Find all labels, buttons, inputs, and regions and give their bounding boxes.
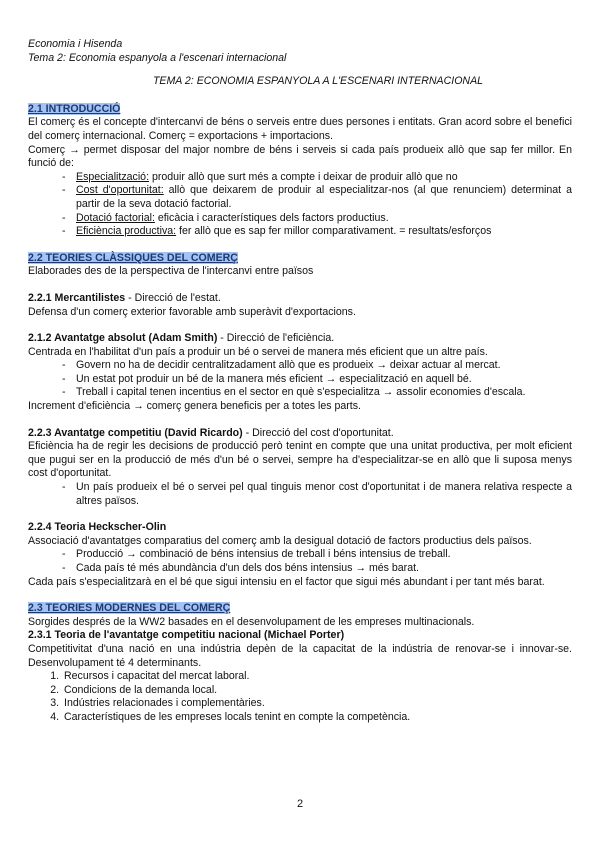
s221-paragraph: Defensa d'un comerç exterior favorable amb superàvit d'exportacions. [28,305,356,318]
list-item: 1. Recursos i capacitat del mercat laboral. [62,670,572,684]
s212-paragraph: Centrada en l'habilitat d'un país a produir un bé o servei de manera més eficient que un altre país. [28,345,488,358]
s224-title-line [28,521,572,535]
s212-title-line [28,332,572,346]
list-item [62,225,572,239]
s224-title: 2.2.4 Teoria Heckscher-Olin [28,521,167,534]
s224-after: Cada país s'especialitzarà en el bé que sigui intensiu en el factor que sigui més abundant i per tant més barat. [28,575,545,588]
list-item: - Producció → combinació de béns intensius de treball i béns intensius de treball. [62,548,572,562]
section-2-3-heading-text: 2.3 TEORIES MODERNES DEL COMERÇ [28,602,231,615]
list-item [62,171,572,185]
section-2-1-heading [28,103,572,117]
s223-title-line [28,427,572,441]
list-item: 3. Indústries relacionades i complementàries. [62,697,572,711]
page-title: TEMA 2: ECONOMIA ESPANYOLA A L'ESCENARI INTERNACIONAL [152,75,484,88]
list-item: - Un país produeix el bé o servei pel qual tinguis menor cost d'oportunitat i de manera relativa respecte a altres països. [62,481,572,508]
section-2-3-heading [28,602,572,616]
s223-list [28,481,572,508]
s21-paragraph-2: Comerç → permet disposar del major nombre de béns i serveis si cada país produeix allò que sap fer millor. En funció de: [28,143,572,170]
s223-title: 2.2.3 Avantatge competitiu (David Ricardo) [28,426,243,439]
list-term: Dotació factorial: [76,211,155,224]
document-page [28,38,572,725]
s212-after: Increment d'eficiència → comerç genera beneficis per a totes les parts. [28,400,361,413]
s223-subtitle: - Direcció del cost d'oportunitat. [242,426,394,439]
header-topic: Tema 2: Economia espanyola a l'escenari internacional [28,51,287,64]
s221-subtitle: - Direcció de l'estat. [125,291,221,304]
s224-paragraph: Associació d'avantatges comparatius del comerç amb la desigual dotació de factors productius dels països. [28,534,532,547]
page-number: 2 [296,798,304,810]
list-item: - Treball i capital tenen incentius en el sector en què s'especialitza → assolir economies d'escala. [62,386,572,400]
s231-title: 2.3.1 Teoria de l'avantatge competitiu nacional (Michael Porter) [28,629,345,642]
s212-title: 2.1.2 Avantatge absolut (Adam Smith) [28,332,218,345]
header-course: Economia i Hisenda [28,38,123,50]
list-item [62,184,572,211]
s212-subtitle: - Direcció de l'eficiència. [217,332,335,345]
list-text: fer allò que es sap fer millor comparativament. = resultats/esforços [176,225,492,238]
s21-paragraph-1: El comerç és el concepte d'intercanvi de béns o serveis entre dues persones i entitats. Gran acord sobre el benefici del comerç internacional. Comerç = exportacions + importacions. [28,116,572,142]
list-text: allò que deixarem de produir al especialitzar-nos (al que renunciem) determinat a partir de la seva dotació factorial. [76,184,572,210]
list-item: 2. Condicions de la demanda local. [62,684,572,698]
s21-list [28,171,572,239]
list-term: Eficiència productiva: [76,225,177,238]
list-text: produir allò que surt més a compte i deixar de produir allò que no [149,170,458,183]
s224-list [28,548,572,575]
list-item: - Govern no ha de decidir centralitzadament allò que es produeix → deixar actuar al mercat. [62,359,572,373]
list-term: Especialització: [76,170,150,183]
list-item: - Cada país té més abundància d'un dels dos béns intensius → més barat. [62,562,572,576]
s212-list [28,359,572,400]
s221-title-line [28,292,572,306]
list-text: eficàcia i característiques dels factors productius. [154,211,389,224]
section-2-2-heading [28,252,572,266]
s231-list [28,670,572,724]
list-item: - Un estat pot produir un bé de la manera més eficient → especialització en aquell bé. [62,373,572,387]
section-2-2-heading-text: 2.2 TEORIES CLÀSSIQUES DEL COMERÇ [28,251,238,264]
s231-paragraph: Competitivitat d'una nació en una indústria depèn de la capacitat de la indústria de renovar-se i innovar-se. Desenvolupament té 4 determinants. [28,642,572,669]
list-term: Cost d'oportunitat: [76,184,164,197]
list-item [62,212,572,226]
list-item: 4. Característiques de les empreses locals tenint en compte la competència. [62,711,572,725]
s221-title: 2.2.1 Mercantilistes [28,291,126,304]
s22-intro: Elaborades des de la perspectiva de l'intercanvi entre països [28,265,314,278]
section-2-1-heading-text: 2.1 INTRODUCCIÓ [28,102,121,115]
s23-intro: Sorgides després de la WW2 basades en el desenvolupament de les empreses multinacionals. [28,615,475,628]
s223-paragraph: Eficiència ha de regir les decisions de producció però tenint en compte que una unitat productiva, per molt eficient que pugui ser en la producció de més d'un bé o servei, sempre ha d'especialitzar-se en allò que li suposa menys cost d'oportunitat. [28,440,572,480]
s231-title-line [28,629,572,643]
